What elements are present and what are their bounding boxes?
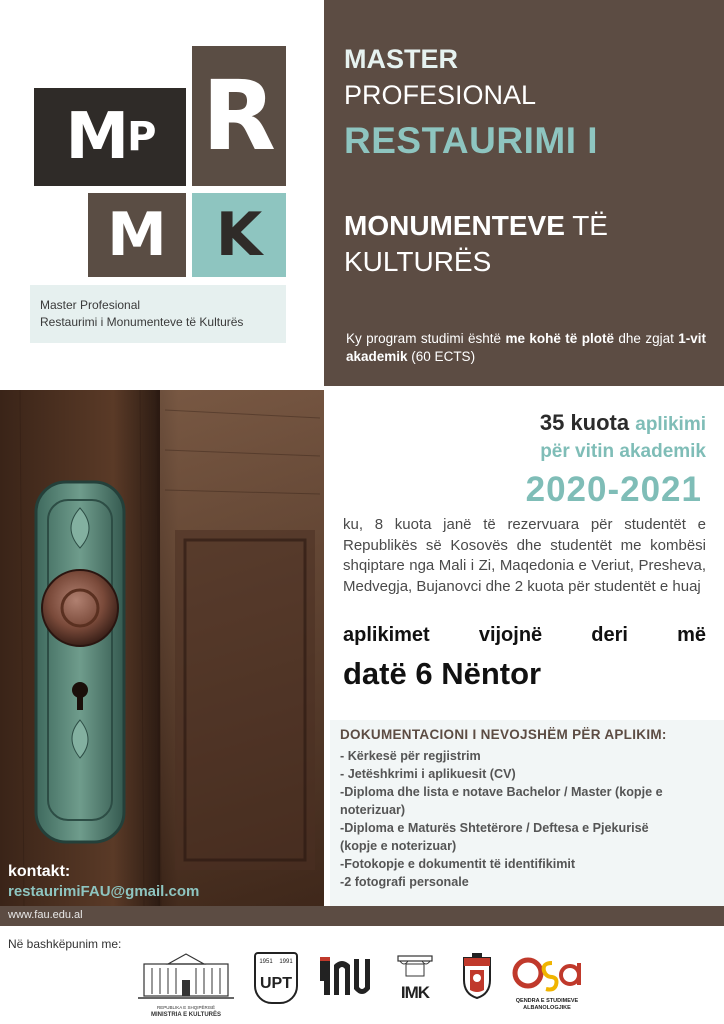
- door-image: [0, 390, 324, 906]
- qsa-logo-icon: [512, 953, 582, 993]
- website-link[interactable]: www.fau.edu.al: [8, 909, 83, 921]
- footer-bar: [0, 906, 724, 926]
- logo-caption-line1: Master Profesional: [40, 298, 141, 312]
- qsa-line2: ALBANOLOGJIKE: [523, 1005, 571, 1011]
- logo-letter-m: M: [65, 100, 128, 174]
- upt-year-left: 1951: [259, 959, 273, 965]
- list-item: - Kërkesë për regjistrim: [340, 749, 481, 763]
- fau-logo-icon: [318, 953, 370, 1001]
- desc-part2: dhe zgjat: [613, 331, 679, 346]
- desc-bold1: me kohë të plotë: [505, 331, 614, 346]
- upt-text: UPT: [260, 975, 292, 992]
- partner-shield-logo: [460, 952, 494, 1000]
- logo-tile-m: M: [88, 193, 186, 277]
- logo-tile-k: K: [192, 193, 286, 277]
- partner-ministry-logo: [138, 950, 234, 1020]
- ministry-line2: MINISTRIA E KULTURËS: [151, 1012, 221, 1018]
- documents-list: [340, 747, 670, 891]
- header-panel: [324, 0, 724, 386]
- qsa-line1: QENDRA E STUDIMEVE: [515, 998, 579, 1004]
- logo-caption-line2: Restaurimi i Monumenteve të Kulturës: [40, 315, 244, 329]
- list-item: -Fotokopje e dokumentit të identifikimit: [340, 857, 576, 871]
- partner-fau-logo: [318, 953, 370, 1001]
- contact-label: kontakt:: [8, 863, 71, 880]
- header-profesional: PROFESIONAL: [344, 80, 537, 110]
- contact-email-link[interactable]: restaurimiFAU@gmail.com: [8, 883, 200, 900]
- collaboration-label: Në bashkëpunim me:: [8, 937, 122, 951]
- logo-tile-mp: [34, 88, 186, 186]
- upt-years: [256, 959, 296, 965]
- desc-part1: Ky program studimi është: [346, 331, 506, 346]
- reserved-quota-text: ku, 8 kuota janë të rezervuara për studentët e Republikës së Kosovës dhe studentët me kombësi shqiptare nga Mali i Zi, Maqedonia e Veriut, Presheva, Medvegja, Bujanovci dhe 2 kuota për studentët e huaj: [343, 516, 706, 595]
- quota-word: aplikimi: [635, 414, 706, 435]
- ministry-line1: REPUBLIKA E SHQIPËRISË: [156, 1005, 216, 1010]
- list-item: - Jetëshkrimi i aplikuesit (CV): [340, 767, 516, 781]
- fau-text: [318, 953, 319, 954]
- header-kultures: KULTURËS: [344, 246, 492, 277]
- header-monumenteve-word: MONUMENTEVE: [344, 210, 565, 241]
- academic-year: 2020-2021: [525, 470, 702, 509]
- logo-tile-r: R: [192, 46, 286, 186]
- header-monumenteve: [344, 210, 608, 242]
- imk-text: IMK: [400, 983, 430, 1002]
- partner-imk-logo: [392, 954, 438, 1014]
- list-item: -Diploma dhe lista e notave Bachelor / Master (kopje e noterizuar): [340, 785, 663, 817]
- desc-part3: (60 ECTS): [407, 349, 476, 364]
- quota-headline: [540, 410, 706, 436]
- ministry-building-icon: [138, 950, 234, 1000]
- header-restaurimi: RESTAURIMI I: [344, 120, 599, 161]
- deadline-line1: aplikimet vijojnë deri më: [343, 624, 706, 646]
- partner-qsa-logo: [512, 953, 582, 1013]
- deadline-date: datë 6 Nëntor: [343, 656, 542, 691]
- quota-count: 35 kuota: [539, 410, 630, 435]
- logo-letter-p: P: [127, 114, 155, 160]
- header-te-word: TË: [572, 210, 608, 241]
- upt-year-right: 1991: [279, 959, 293, 965]
- quota-subtitle: për vitin akademik: [540, 441, 706, 462]
- desc-bold2: 1-vit akademik: [346, 331, 707, 364]
- imk-column-icon: [392, 954, 438, 978]
- logo-caption: [30, 285, 286, 343]
- documents-title: DOKUMENTACIONI I NEVOJSHËM PËR APLIKIM:: [340, 727, 667, 742]
- program-description: [346, 330, 706, 366]
- list-item: -Diploma e Maturës Shtetërore / Deftesa e Pjekurisë (kopje e noterizuar): [340, 821, 649, 853]
- list-item: -2 fotografi personale: [340, 875, 469, 889]
- door-photo: [0, 390, 324, 906]
- shield-icon: [460, 952, 494, 1000]
- header-master: MASTER: [344, 44, 458, 74]
- partner-upt-logo: [254, 952, 298, 1004]
